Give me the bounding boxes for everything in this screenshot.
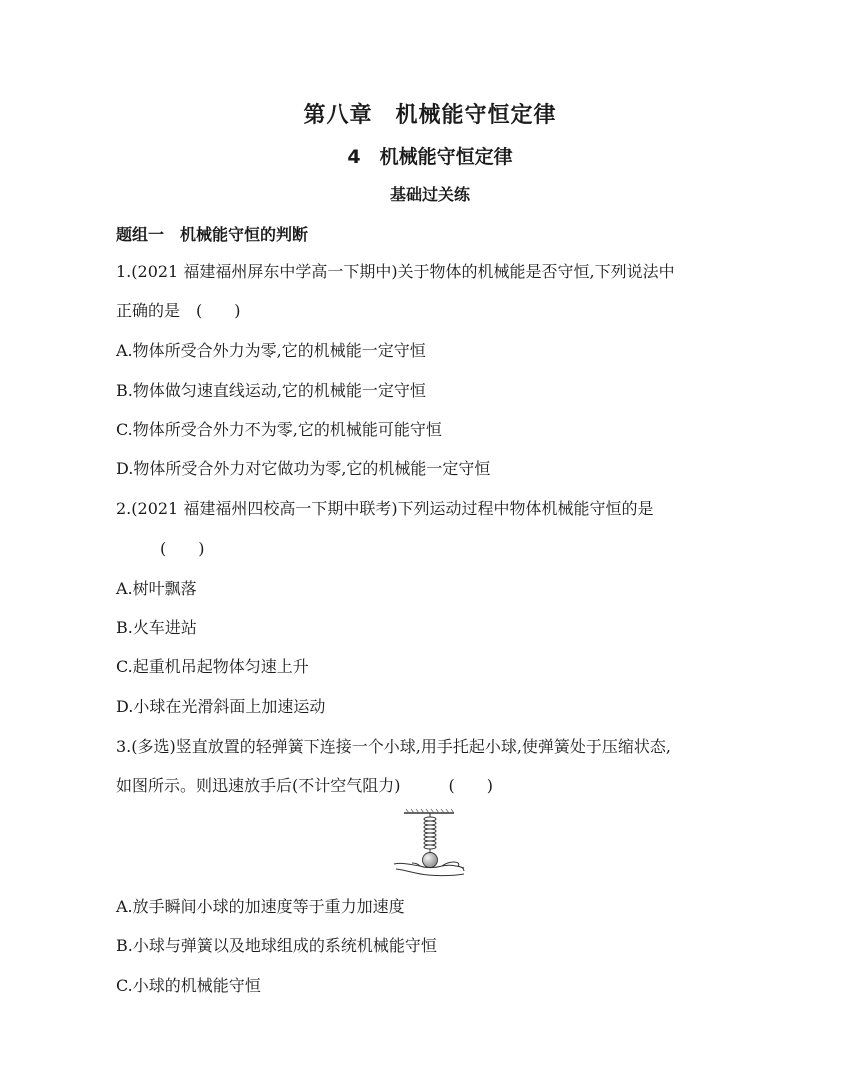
ball-icon	[423, 853, 438, 868]
q3-option-a: A.放手瞬间小球的加速度等于重力加速度	[116, 897, 405, 916]
q2-option-c: C.起重机吊起物体匀速上升	[116, 657, 309, 676]
spring-icon	[424, 813, 436, 853]
q2-option-d: D.小球在光滑斜面上加速运动	[116, 697, 326, 716]
q3-stem-line2: 如图所示。则迅速放手后(不计空气阻力) ( )	[116, 776, 493, 795]
q1-option-d: D.物体所受合外力对它做功为零,它的机械能一定守恒	[116, 459, 491, 478]
q2-option-a: A.树叶飘落	[116, 579, 197, 598]
chapter-title: 第八章 机械能守恒定律	[303, 103, 557, 128]
q1-stem-line1: 1.(2021 福建福州屏东中学高一下期中)关于物体的机械能是否守恒,下列说法中	[116, 262, 675, 281]
q2-option-b: B.火车进站	[116, 618, 197, 637]
q1-option-b: B.物体做匀速直线运动,它的机械能一定守恒	[116, 381, 426, 400]
question-group-heading: 题组一 机械能守恒的判断	[116, 225, 309, 244]
q3-stem-line1: 3.(多选)竖直放置的轻弹簧下连接一个小球,用手托起小球,使弹簧处于压缩状态,	[116, 737, 672, 756]
section-title: 4 机械能守恒定律	[347, 146, 513, 168]
q3-option-b: B.小球与弹簧以及地球组成的系统机械能守恒	[116, 936, 437, 955]
exercise-level-title: 基础过关练	[389, 185, 470, 204]
q1-stem-line2: 正确的是 ( )	[116, 301, 241, 320]
q1-option-c: C.物体所受合外力不为零,它的机械能可能守恒	[116, 420, 442, 439]
q2-stem-line1: 2.(2021 福建福州四校高一下期中联考)下列运动过程中物体机械能守恒的是	[116, 499, 654, 518]
spring-ball-hand-figure	[392, 808, 468, 884]
q2-stem-line2: ( )	[160, 539, 205, 558]
q3-option-c: C.小球的机械能守恒	[116, 976, 261, 995]
q1-option-a: A.物体所受合外力为零,它的机械能一定守恒	[116, 341, 426, 360]
